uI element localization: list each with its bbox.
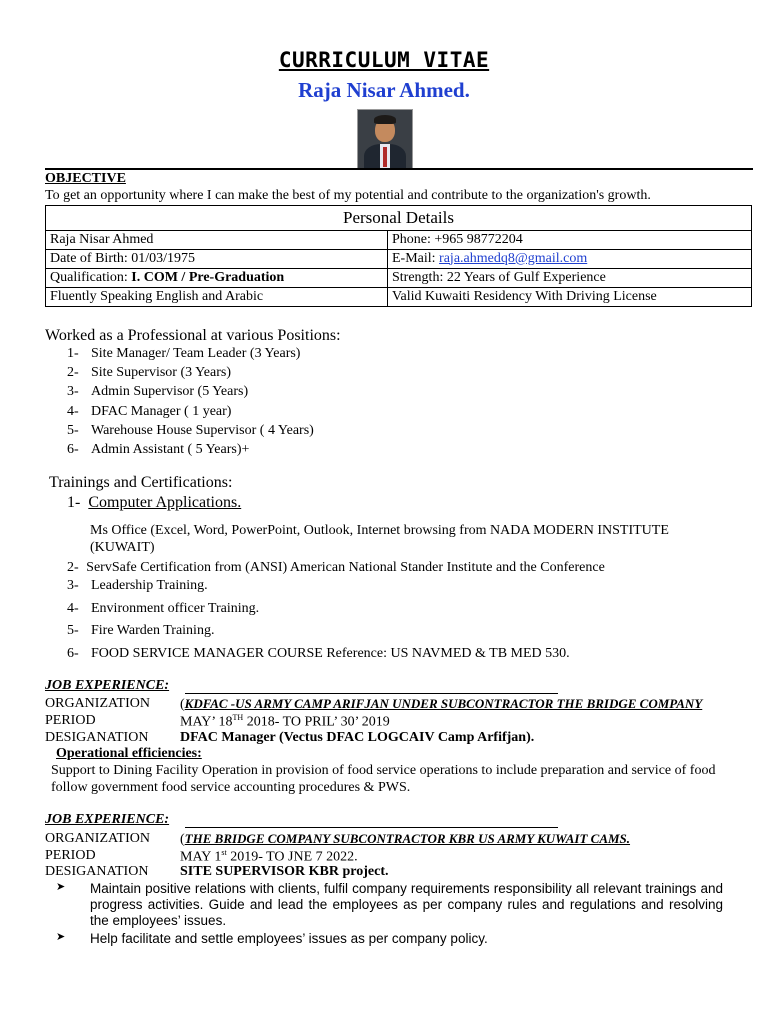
list-item [67,346,667,365]
list-item [67,384,667,403]
list-text: Site Manager/ Team Leader (3 Years) [91,346,301,361]
full-name-cell: Raja Nisar Ahmed [46,231,388,250]
list-number: 3- [67,384,79,400]
job2-org-value: (THE BRIDGE COMPANY SUBCONTRACTOR KBR US ARMY KUWAIT CAMS. [180,831,631,847]
list-text: Admin Assistant ( 5 Years)+ [91,441,250,457]
list-text: Admin Supervisor (5 Years) [91,384,249,400]
job1-period-value [180,713,390,731]
email-label: E-Mail: [392,250,440,266]
job2-responsibilities [45,881,723,947]
list-text: DFAC Manager ( 1 year) [91,403,232,419]
job1-org-value: (KDFAC -US ARMY CAMP ARIFJAN UNDER SUBCONTRACTOR THE BRIDGE COMPANY [180,696,703,712]
training-item-2 [67,560,605,577]
list-text: Fire Warden Training. [91,623,215,638]
job1-org-label: ORGANIZATION [45,696,150,711]
job2-period-sup: st [221,848,227,857]
list-text: Warehouse House Supervisor ( 4 Years) [91,422,314,438]
qualification-cell [46,269,388,288]
residency-cell: Valid Kuwaiti Residency With Driving License [388,288,752,307]
email-cell [388,250,752,269]
job1-heading-line [45,678,558,695]
dob-cell: Date of Birth: 01/03/1975 [46,250,388,269]
job1-organization: KDFAC -US ARMY CAMP ARIFJAN UNDER SUBCONTRACTOR THE BRIDGE COMPANY [184,696,703,711]
arrowhead-bullet-icon: ➤ [56,930,66,943]
job2-designation-label: DESIGANATION [45,864,149,879]
list-number: 2- [67,365,79,381]
objective-heading: OBJECTIVE [45,171,126,186]
list-number: 6- [67,441,79,457]
training-item-1-description: Ms Office (Excel, Word, PowerPoint, Outlook, Internet browsing from NADA MODERN INSTITUTE (KUWAIT) [90,523,669,555]
job2-heading: JOB EXPERIENCE: [45,812,170,827]
job1-period-end: 2018- TO PRIL’ 30’ 2019 [243,714,390,730]
job1-subheading: Operational efficiencies: [56,746,202,761]
strength-cell: Strength: 22 Years of Gulf Experience [388,269,752,288]
list-number: 4- [67,600,79,616]
job2-period-label: PERIOD [45,848,96,863]
list-item [67,442,667,461]
job2-organization: THE BRIDGE COMPANY SUBCONTRACTOR KBR US ARMY KUWAIT CAMS. [184,831,631,846]
personal-details-heading: Personal Details [46,206,752,231]
list-item [67,578,747,601]
profile-photo [357,109,413,169]
arrowhead-bullet-icon: ➤ [56,881,66,893]
list-number: 1- [67,494,81,511]
job1-period-start: MAY’ 18 [180,714,233,730]
list-number: 5- [67,422,79,438]
job1-heading: JOB EXPERIENCE: [45,678,170,693]
list-text: Site Supervisor (3 Years) [91,365,231,381]
candidate-name: Raja Nisar Ahmed. [298,78,470,102]
list-number: 5- [67,623,79,638]
header-divider [45,168,753,170]
job2-org-label: ORGANIZATION [45,831,150,846]
job2-designation-value: SITE SUPERVISOR KBR project. [180,864,389,879]
table-row [46,269,752,288]
list-item [67,601,747,624]
trainings-heading: Trainings and Certifications: [49,474,233,491]
training-item-1 [67,493,241,512]
list-text: Help facilitate and settle employees’ issues as per company policy. [90,930,488,946]
list-item [45,931,723,947]
list-item [67,623,747,646]
job1-designation-value: DFAC Manager (Vectus DFAC LOGCAIV Camp Arfifjan). [180,730,535,745]
list-text: Maintain positive relations with clients, fulfil company requirements responsibility all relevant trainings and progress activities. Guide and lead the employees as per company rules and regulations and resolving the employees’ issues. [90,881,723,929]
job1-designation-label: DESIGANATION [45,730,149,745]
list-number: 2- [67,560,79,575]
qualification-value: I. COM / Pre-Graduation [131,269,285,285]
trainings-list [67,578,747,668]
cv-title: CURRICULUM VITAE [278,48,490,72]
objective-text: To get an opportunity where I can make the best of my potential and contribute to the organization's growth. [45,188,651,203]
list-text: Leadership Training. [91,578,208,593]
list-item [45,881,723,930]
table-row [46,231,752,250]
list-text: ServSafe Certification from (ANSI) American National Stander Institute and the Conference [86,560,605,575]
list-item [67,404,667,423]
personal-details-table [45,205,752,307]
languages-cell: Fluently Speaking English and Arabic [46,288,388,307]
phone-cell: Phone: +965 98772204 [388,231,752,250]
list-number: 4- [67,403,79,419]
list-text: FOOD SERVICE MANAGER COURSE Reference: US NAVMED & TB MED 530. [91,645,570,661]
training-title: Computer Applications. [88,494,242,511]
email-link[interactable]: raja.ahmedq8@gmail.com [439,250,588,266]
list-number: 6- [67,645,79,661]
list-text: Environment officer Training. [91,600,260,616]
table-row [46,250,752,269]
job1-description: Support to Dining Facility Operation in provision of food service operations to include preparation and service of food follow government food service accounting procedures & PWS. [51,763,716,795]
job1-period-sup: TH [232,713,244,722]
job1-period-label: PERIOD [45,713,96,728]
table-row [46,288,752,307]
list-item [67,423,667,442]
list-item [67,646,747,669]
list-number: 3- [67,578,79,593]
positions-heading: Worked as a Professional at various Positions: [45,327,341,344]
list-number: 1- [67,346,79,361]
list-item [67,365,667,384]
job2-period-end: 2019- TO JNE 7 2022. [226,849,358,865]
job2-heading-line [45,812,558,829]
job2-period-start: MAY 1 [180,849,222,865]
positions-list [67,346,667,461]
qualification-label: Qualification: [50,269,132,285]
